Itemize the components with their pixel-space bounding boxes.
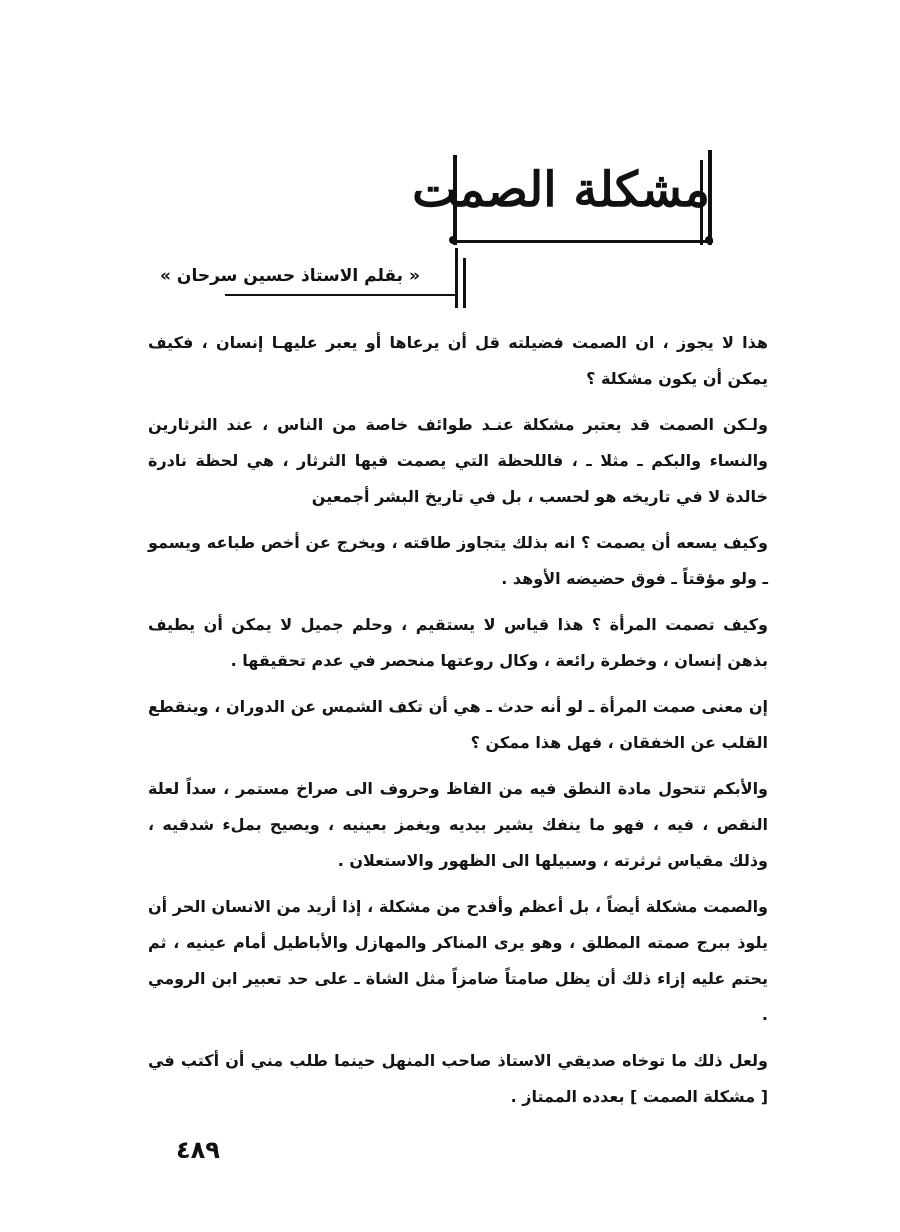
article-title: مشكلة الصمت bbox=[412, 162, 710, 218]
body-paragraph: وكيف يسعه أن يصمت ؟ انه بذلك يتجاوز طاقته ، ويخرج عن أخص طباعه ويسمو ـ ولو مؤقتاً ـ فوق حضيضه الأوهد . bbox=[148, 533, 768, 588]
body-paragraph: هذا لا يجوز ، ان الصمت فضيلته قل أن يرعاها أو يعبر عليهـا إنسان ، فكيف يمكن أن يكون مشكلة ؟ bbox=[148, 333, 768, 388]
body-paragraph: إن معنى صمت المرأة ـ لو أنه حدث ـ هي أن تكف الشمس عن الدوران ، وينقطع القلب عن الخفقان ، فهل هذا ممكن ؟ bbox=[148, 697, 768, 752]
ornament-dot bbox=[449, 236, 457, 244]
body-paragraph: ولعل ذلك ما توخاه صديقي الاستاذ صاحب المنهل حينما طلب مني أن أكتب في [ مشكلة الصمت ] بعدده الممتاز . bbox=[148, 1051, 768, 1106]
body-paragraph: وكيف تصمت المرأة ؟ هذا قياس لا يستقيم ، وحلم جميل لا يمكن أن يطيف بذهن إنسان ، وخطرة رائعة ، وكال روعتها منحصر في عدم تحقيقها . bbox=[148, 615, 768, 670]
body-paragraph: والصمت مشكلة أيضاً ، بل أعظم وأفدح من مشكلة ، إذا أريد من الانسان الحر أن يلوذ ببرج صمته المطلق ، وهو يرى المناكر والمهازل والأباطيل أمام عينيه ، ثم يحتم عليه إزاء ذلك أن يظل صامتاً ضامزاً مثل الشاة ـ على حد تعبير ابن الرومي . bbox=[148, 897, 768, 1024]
article-body bbox=[148, 325, 768, 1125]
byline-right-rule bbox=[455, 248, 458, 308]
ornament-dot bbox=[705, 236, 713, 244]
article-byline: « بقلم الاستاذ حسين سرحان » bbox=[160, 266, 420, 286]
title-underline bbox=[453, 240, 713, 243]
byline-right-rule-inner bbox=[463, 258, 466, 308]
body-paragraph: ولـكن الصمت قد يعتبر مشكلة عنـد طوائف خاصة من الناس ، عند الثرثارين والنساء والبكم ـ مثلا ـ ، فاللحظة التي يصمت فيها الثرثار ، هي لحظة نادرة خالدة لا في تاريخه هو لحسب ، بل في تاريخ البشر أجمعين bbox=[148, 415, 768, 506]
body-paragraph: والأبكم تتحول مادة النطق فيه من الفاظ وحروف الى صراخ مستمر ، سداً لعلة النقص ، فيه ، فهو ما ينفك يشير بيديه ويغمز بعينيه ، ويصيح بملء شدقيه ، وذلك مقياس ثرثرته ، وسبيلها الى الظهور والاستعلان . bbox=[148, 779, 768, 870]
byline-underline bbox=[225, 294, 457, 296]
page-number: ٤٨٩ bbox=[176, 1136, 220, 1164]
